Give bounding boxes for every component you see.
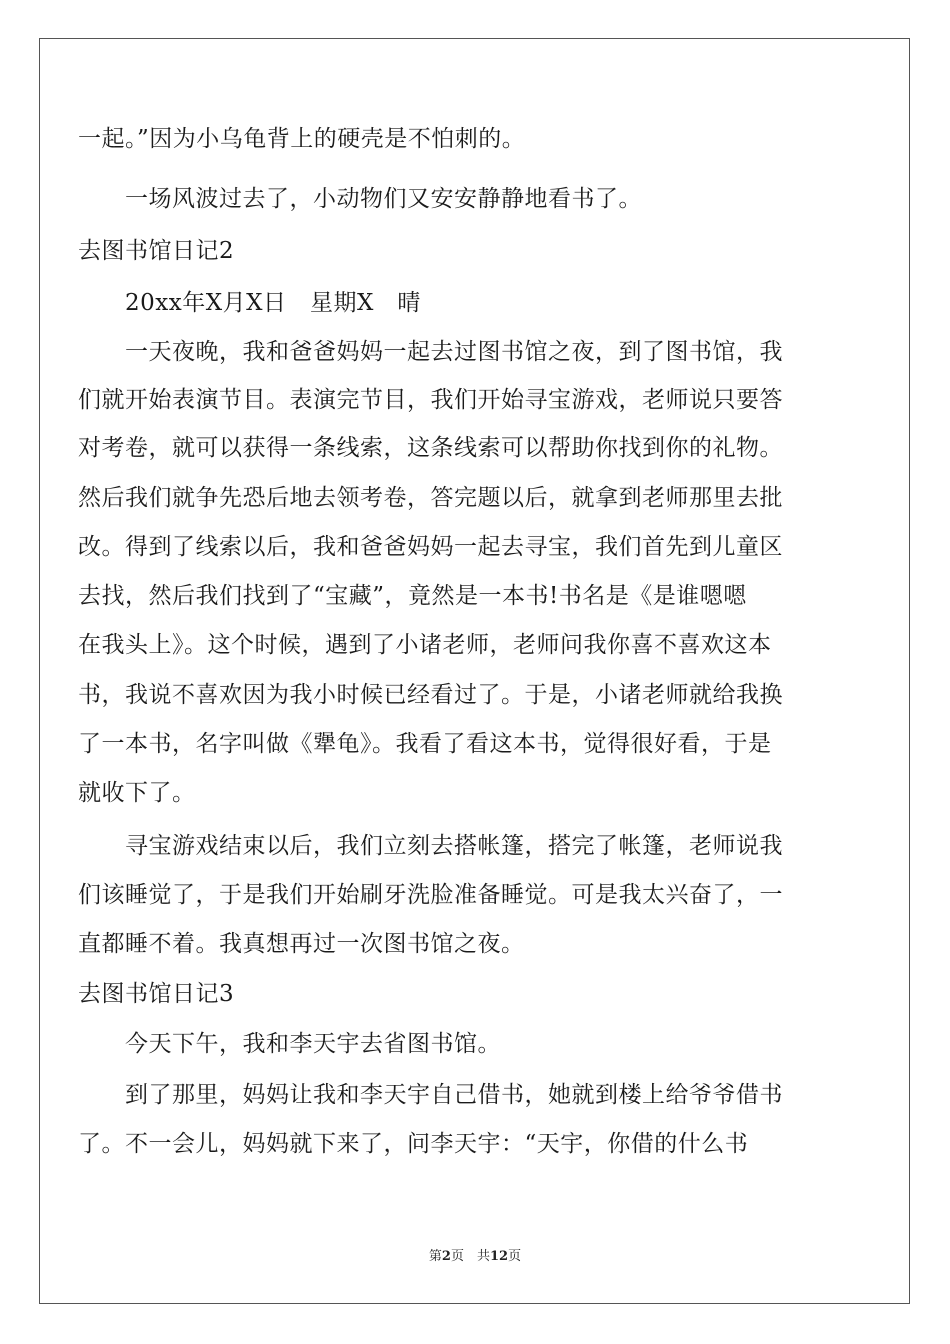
footer-total-pages: 12: [489, 1249, 509, 1264]
text-line: 对考卷，就可以获得一条线索，这条线索可以帮助你找到你的礼物。: [78, 435, 783, 461]
text-line: 们就开始表演节目。表演完节目，我们开始寻宝游戏，老师说只要答: [78, 387, 783, 413]
text-line: 寻宝游戏结束以后，我们立刻去搭帐篷，搭完了帐篷，老师说我: [78, 833, 783, 859]
text-line: 今天下午，我和李天宇去省图书馆。: [78, 1031, 501, 1057]
text-line: 书，我说不喜欢因为我小时候已经看过了。于是，小诸老师就给我换: [78, 682, 783, 708]
footer-prefix: 第: [428, 1249, 442, 1264]
text-line: 一天夜晚，我和爸爸妈妈一起去过图书馆之夜，到了图书馆，我: [78, 339, 783, 365]
text-line: 到了那里，妈妈让我和李天宇自己借书，她就到楼上给爷爷借书: [78, 1082, 783, 1108]
text-line: 去找，然后我们找到了“宝藏”，竟然是一本书!书名是《是谁嗯嗯: [78, 583, 747, 609]
text-line: 直都睡不着。我真想再过一次图书馆之夜。: [78, 931, 525, 957]
page-footer: [0, 1248, 950, 1266]
text-line: 改。得到了线索以后，我和爸爸妈妈一起去寻宝，我们首先到儿童区: [78, 534, 783, 560]
text-line: 一起。”因为小乌龟背上的硬壳是不怕刺的。: [78, 126, 526, 152]
text-line: 了。不一会儿，妈妈就下来了，问李天宇：“天宇，你借的什么书: [78, 1131, 749, 1157]
text-line: 然后我们就争先恐后地去领考卷，答完题以后，就拿到老师那里去批: [78, 485, 783, 511]
text-line: 们该睡觉了，于是我们开始刷牙洗脸准备睡觉。可是我太兴奋了，一: [78, 882, 783, 908]
text-line: 在我头上》。这个时候，遇到了小诸老师，老师问我你喜不喜欢这本: [78, 632, 772, 658]
text-line: 一场风波过去了，小动物们又安安静静地看书了。: [78, 186, 642, 212]
footer-mid: 页 共: [450, 1249, 490, 1264]
text-line: 了一本书，名字叫做《犟龟》。我看了看这本书，觉得很好看，于是: [78, 731, 772, 757]
footer-current-page: 2: [441, 1249, 451, 1264]
diary-date-line: 20xx年X月X日 星期X 晴: [78, 290, 421, 316]
text-line: 就收下了。: [78, 780, 196, 806]
page-frame: [39, 38, 910, 1304]
section-heading: 去图书馆日记3: [78, 981, 235, 1007]
section-heading: 去图书馆日记2: [78, 238, 235, 264]
footer-suffix: 页: [508, 1249, 522, 1264]
